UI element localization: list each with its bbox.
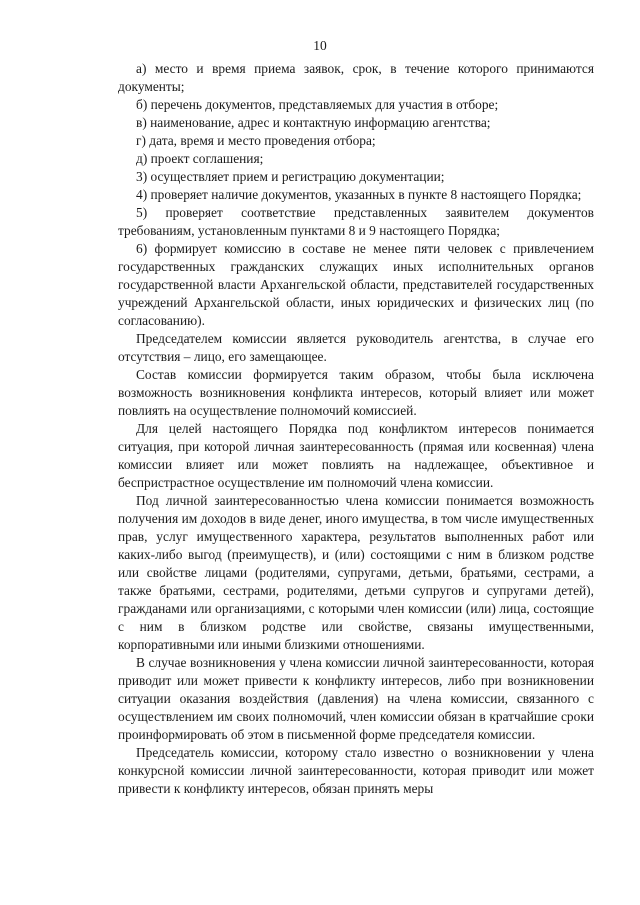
paragraph-8: 5) проверяет соответствие представленных заявителем документов требованиям, установленным пунктами 8 и 9 настоящего Порядка;: [118, 205, 594, 238]
paragraph-2: б) перечень документов, представляемых для участия в отборе;: [136, 97, 499, 112]
paragraph-10: Председателем комиссии является руководитель агентства, в случае его отсутствия – лицо, его замещающее.: [118, 331, 594, 364]
paragraph-9: 6) формирует комиссию в составе не менее пяти человек с привлечением государственных гражданских служащих иных исполнительных органов государственной власти Архангельской области, представителей государственных учреждений Архангельской области, иных юридических и физических лиц (по согласованию).: [118, 241, 594, 328]
paragraph-6: 3) осуществляет прием и регистрацию документации;: [136, 169, 445, 184]
paragraph-4: г) дата, время и место проведения отбора;: [136, 133, 376, 148]
page-number: 10: [313, 38, 327, 53]
paragraph-11: Состав комиссии формируется таким образом, чтобы была исключена возможность возникновения конфликта интересов, который влияет или может повлиять на осуществление полномочий комиссией.: [118, 367, 594, 418]
paragraph-5: д) проект соглашения;: [136, 151, 264, 166]
paragraph-12: Для целей настоящего Порядка под конфликтом интересов понимается ситуация, при которой личная заинтересованность (прямая или косвенная) члена комиссии влияет или может повлиять на надлежащее, объективное и беспристрастное осуществление им полномочий члена комиссии.: [118, 421, 594, 490]
paragraph-15: Председатель комиссии, которому стало известно о возникновении у члена конкурсной комиссии личной заинтересованности, которая приводит или может привести к конфликту интересов, обязан принять меры: [118, 745, 594, 796]
paragraph-1: а) место и время приема заявок, срок, в течение которого принимаются документы;: [118, 61, 594, 94]
paragraph-13: Под личной заинтересованностью члена комиссии понимается возможность получения им доходов в виде денег, иного имущества, в том числе имущественных прав, услуг имущественного характера, результатов выполненных работ или каких-либо выгод (преимуществ), и (или) состоящими с ним в близком родстве или свойстве лицами (родителями, супругами, детьми, братьями, сестрами, а также братьями, сестрами, родителями, детьми супругов и супругами детей), гражданами или организациями, с которыми член комиссии (или) лица, состоящие с ним в близком родстве или свойстве, связаны имущественными, корпоративными или иными близкими отношениями.: [118, 493, 594, 652]
paragraph-3: в) наименование, адрес и контактную информацию агентства;: [136, 115, 491, 130]
paragraph-7: 4) проверяет наличие документов, указанных в пункте 8 настоящего Порядка;: [136, 187, 582, 202]
document-body: [118, 60, 594, 798]
paragraph-14: В случае возникновения у члена комиссии личной заинтересованности, которая приводит или может привести к конфликту интересов, либо при возникновении ситуации оказания воздействия (давления) на члена комиссии, связанного с осуществлением им своих полномочий, член комиссии обязан в кратчайшие сроки проинформировать об этом в письменной форме председателя комиссии.: [118, 655, 594, 742]
